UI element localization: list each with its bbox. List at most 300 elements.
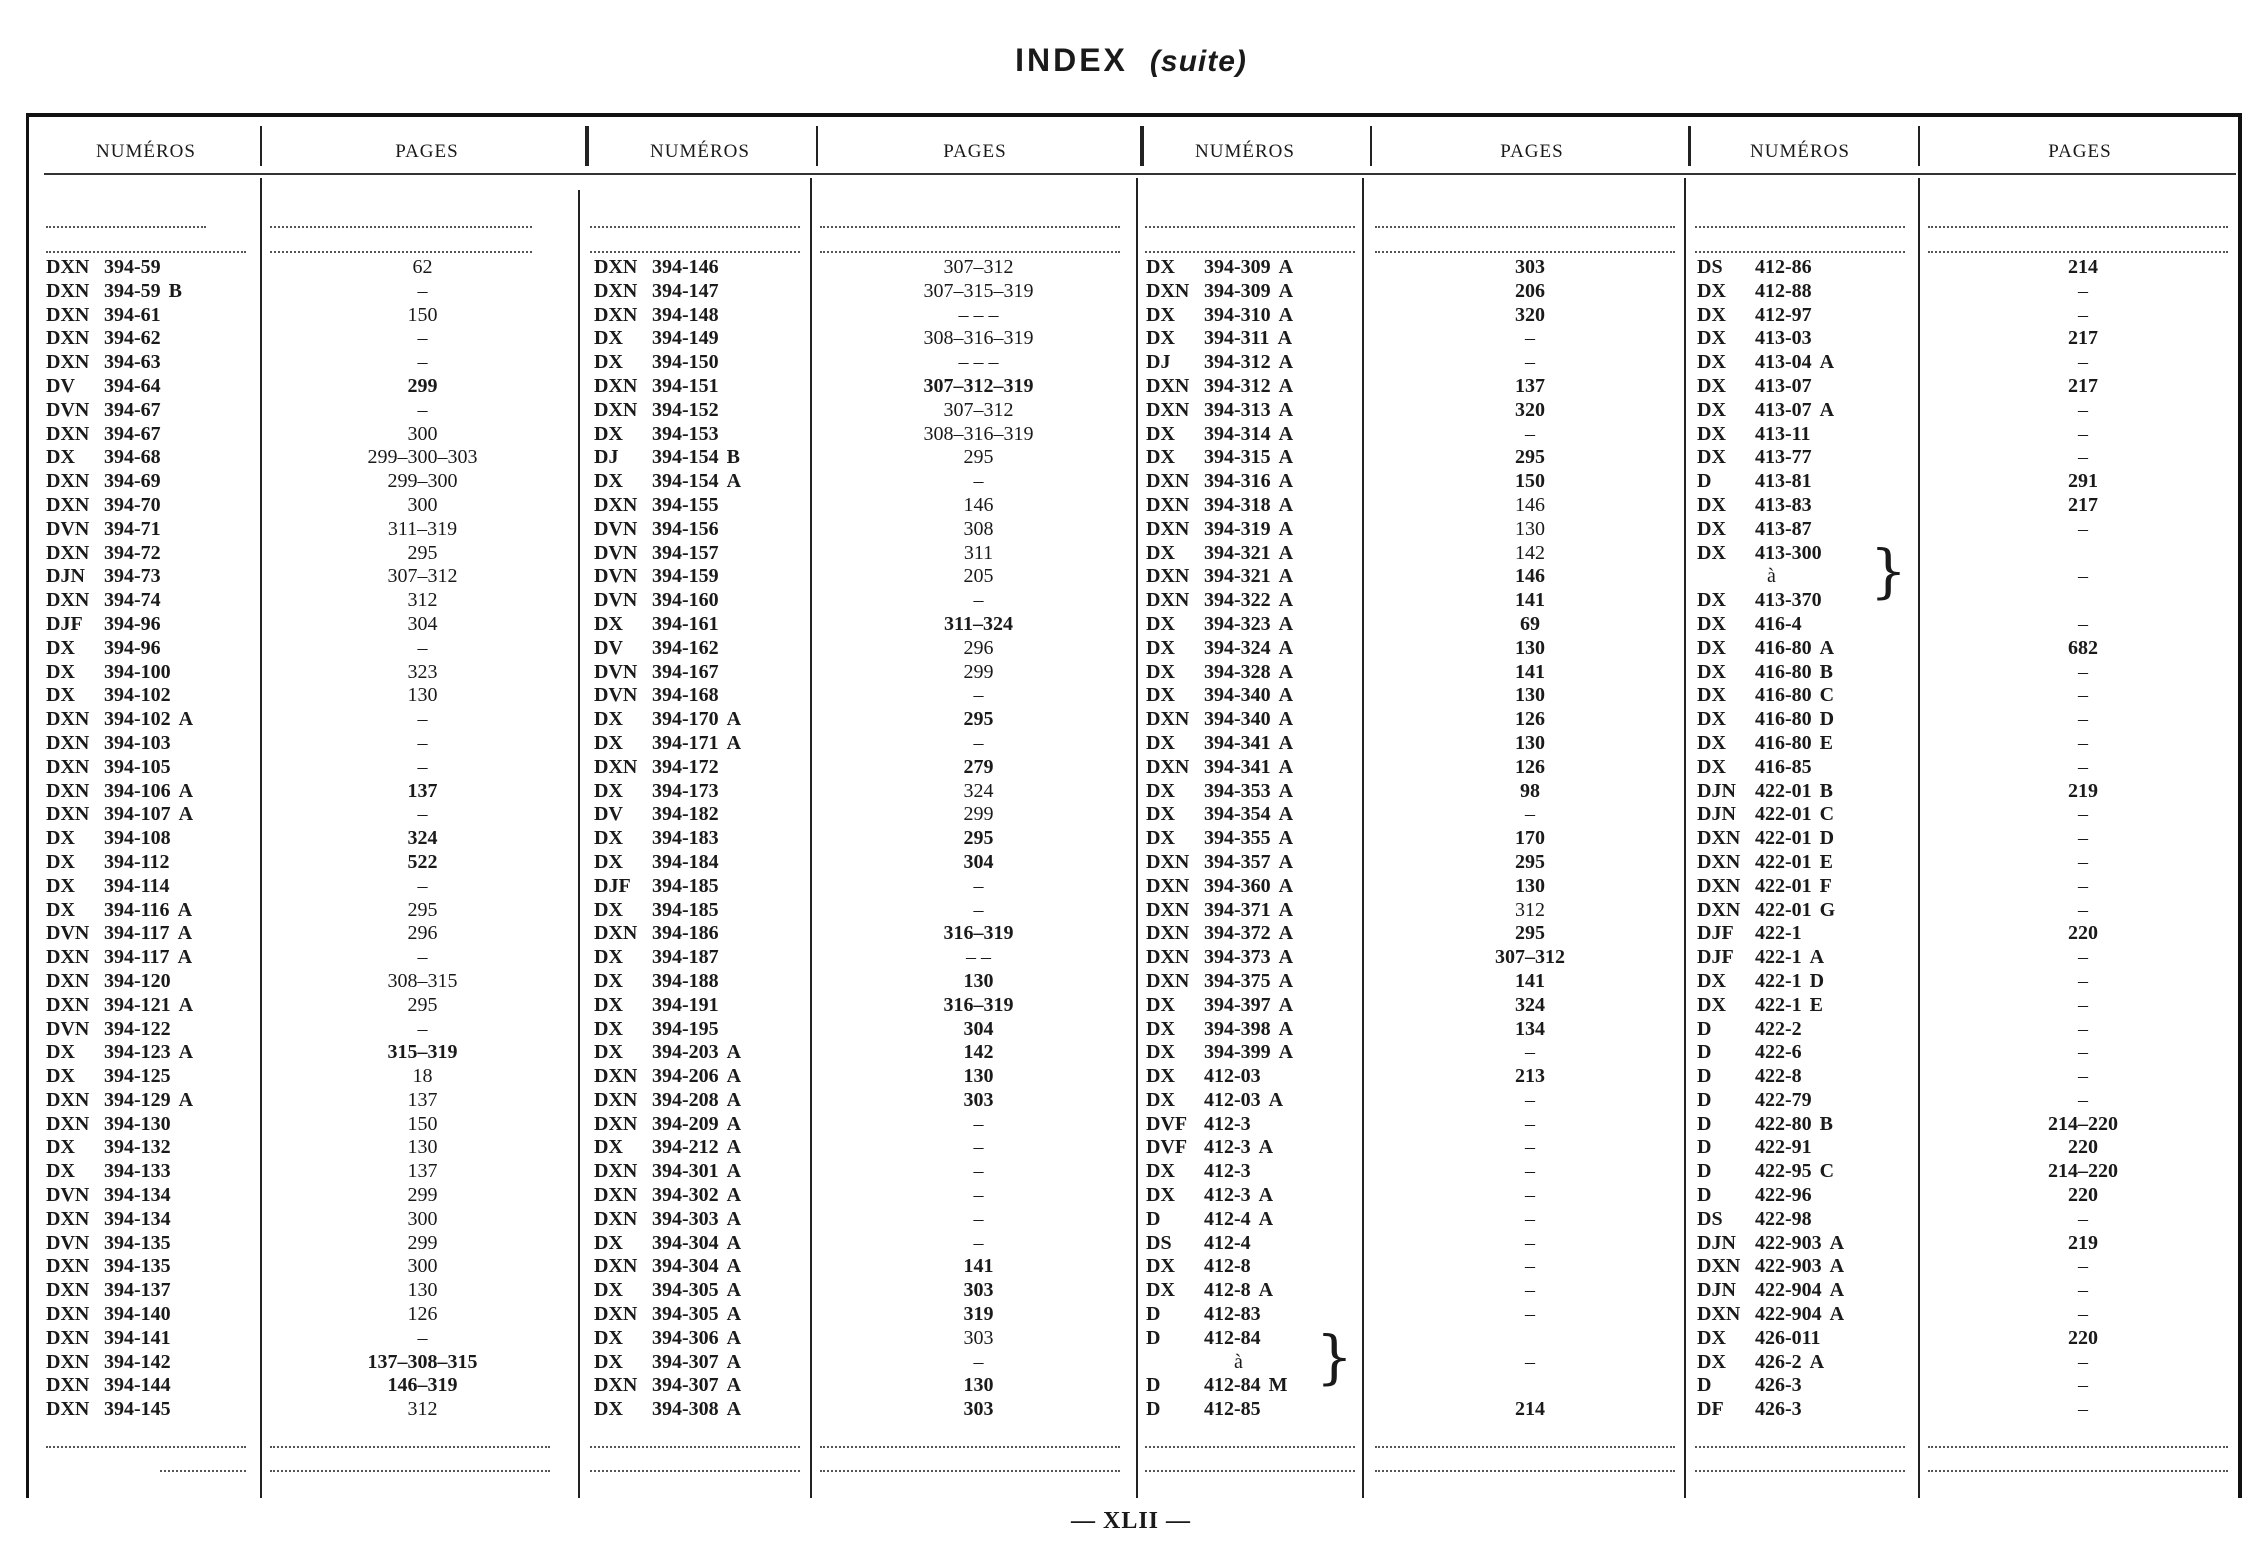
numero-value: 426-3 xyxy=(1755,1398,1802,1421)
numero-prefix: DVF xyxy=(1146,1136,1188,1159)
numero-prefix: DXN xyxy=(1146,398,1190,421)
numero-cell xyxy=(1146,827,1370,851)
numero-prefix: DXN xyxy=(46,470,90,493)
pages-cell: 130 xyxy=(963,969,994,992)
dotted-rule xyxy=(1145,226,1355,228)
numero-prefix: DX xyxy=(46,1136,75,1159)
index-row xyxy=(594,565,1141,589)
index-row xyxy=(1146,637,1690,661)
numero-suffix: A xyxy=(1278,779,1294,802)
numero-prefix: DXN xyxy=(46,1374,90,1397)
numero-suffix: B xyxy=(1819,660,1834,683)
pages-cell: 130 xyxy=(407,1136,438,1159)
pages-cell: 130 xyxy=(1515,731,1545,754)
numero-value: 394-62 xyxy=(104,327,161,350)
numero-value: 394-121 xyxy=(104,993,171,1016)
pages-cell: 307–312 xyxy=(387,565,458,588)
numero-cell xyxy=(1697,827,1923,851)
numero-cell xyxy=(46,1279,260,1303)
index-row xyxy=(1146,732,1690,756)
index-row xyxy=(1146,946,1690,970)
numero-cell xyxy=(594,1065,816,1089)
index-row xyxy=(594,1279,1141,1303)
numero-prefix: D xyxy=(1697,1088,1712,1111)
numero-suffix: C xyxy=(1819,684,1835,707)
index-row xyxy=(594,661,1141,685)
pages-cell: – xyxy=(2078,303,2088,326)
index-row xyxy=(594,1208,1141,1232)
numero-cell xyxy=(1146,1232,1370,1256)
index-row xyxy=(594,613,1141,637)
numero-cell xyxy=(594,1398,816,1422)
numero-value: 394-129 xyxy=(104,1088,171,1111)
pages-cell: – xyxy=(1525,327,1535,350)
numero-prefix: DXN xyxy=(46,1088,90,1111)
dotted-rule xyxy=(1928,1446,2228,1448)
pages-cell: 300 xyxy=(407,422,438,445)
pages-cell: 315–319 xyxy=(387,1041,458,1064)
pages-cell: 142 xyxy=(963,1041,994,1064)
pages-cell xyxy=(1923,589,2243,613)
numero-prefix: DX xyxy=(46,636,75,659)
numero-value: 394-150 xyxy=(652,351,719,374)
index-row xyxy=(46,280,585,304)
numero-prefix: DXN xyxy=(594,1088,638,1111)
index-row xyxy=(46,946,585,970)
numero-cell xyxy=(1146,494,1370,518)
numero-value: à xyxy=(1767,565,1776,588)
range-brace: } xyxy=(1316,1323,1353,1391)
index-row xyxy=(46,708,585,732)
pages-cell: 316–319 xyxy=(943,922,1014,945)
index-row xyxy=(46,1065,585,1089)
index-row xyxy=(46,899,585,923)
pages-cell xyxy=(1370,1327,1690,1351)
numero-value: 394-173 xyxy=(652,779,719,802)
pages-cell: – xyxy=(417,874,428,897)
numero-cell xyxy=(594,1113,816,1137)
pages-cell: 146 xyxy=(1515,493,1545,516)
numero-suffix: A xyxy=(1829,1231,1845,1254)
index-row xyxy=(594,1184,1141,1208)
pages-cell: 217 xyxy=(2068,374,2098,397)
header-separator xyxy=(1688,126,1691,166)
numero-value: 422-1 xyxy=(1755,946,1802,969)
index-row xyxy=(1146,1255,1690,1279)
numero-value: 394-117 xyxy=(104,946,170,969)
numero-prefix: DX xyxy=(594,946,623,969)
numero-cell xyxy=(46,1065,260,1089)
pages-cell: – xyxy=(2078,351,2088,374)
index-row xyxy=(1146,399,1690,423)
pages-cell: – xyxy=(1525,1207,1535,1230)
numero-cell xyxy=(46,518,260,542)
dotted-rule xyxy=(820,251,1120,253)
numero-cell xyxy=(46,1184,260,1208)
numero-value: 394-157 xyxy=(652,541,719,564)
pages-cell: 299 xyxy=(963,803,994,826)
index-row xyxy=(1146,708,1690,732)
numero-suffix: A xyxy=(726,1136,742,1159)
numero-value: 394-141 xyxy=(104,1326,171,1349)
numero-value: 394-160 xyxy=(652,589,719,612)
numero-value: 394-116 xyxy=(104,898,170,921)
numero-value: 394-71 xyxy=(104,517,161,540)
pages-cell: – xyxy=(2078,969,2088,992)
numero-prefix: DX xyxy=(594,1017,623,1040)
numero-suffix: A xyxy=(1278,827,1294,850)
numero-value: 394-195 xyxy=(652,1017,719,1040)
numero-cell xyxy=(1146,589,1370,613)
index-row xyxy=(46,922,585,946)
numero-prefix: DVN xyxy=(46,517,90,540)
numero-suffix: A xyxy=(726,1112,742,1135)
numero-prefix: DX xyxy=(1697,422,1726,445)
numero-value: 394-340 xyxy=(1204,684,1271,707)
numero-value: 422-2 xyxy=(1755,1017,1802,1040)
pages-cell: 219 xyxy=(2068,779,2098,802)
index-row xyxy=(1146,1160,1690,1184)
numero-value: 412-86 xyxy=(1755,256,1812,278)
index-row xyxy=(46,1136,585,1160)
pages-cell: 307–312 xyxy=(943,256,1014,278)
index-row xyxy=(1146,1208,1690,1232)
pages-cell: 130 xyxy=(407,1279,438,1302)
numero-cell xyxy=(46,565,260,589)
numero-cell xyxy=(1697,256,1923,280)
header-numeros-3: NUMÉROS xyxy=(1195,141,1295,162)
numero-value: 394-340 xyxy=(1204,708,1271,731)
numero-cell xyxy=(1146,1065,1370,1089)
numero-value: 394-133 xyxy=(104,1160,171,1183)
numero-value: 394-304 xyxy=(652,1231,719,1254)
index-row xyxy=(1697,1255,2243,1279)
dotted-rule xyxy=(1928,1470,2228,1472)
numero-suffix: A xyxy=(177,922,193,945)
header-numeros-4: NUMÉROS xyxy=(1750,141,1850,162)
numero-value: 394-162 xyxy=(652,636,719,659)
index-row xyxy=(1697,637,2243,661)
pages-cell: 137 xyxy=(407,1160,438,1183)
numero-prefix: DX xyxy=(1146,827,1175,850)
numero-prefix: DXN xyxy=(46,1350,90,1373)
numero-value: 394-161 xyxy=(652,612,719,635)
numero-cell xyxy=(46,1303,260,1327)
index-row xyxy=(46,756,585,780)
pages-cell: – xyxy=(973,1184,984,1207)
numero-cell xyxy=(1146,922,1370,946)
pages-cell: 312 xyxy=(407,589,438,612)
numero-suffix: G xyxy=(1819,898,1836,921)
numero-cell xyxy=(1697,851,1923,875)
numero-cell xyxy=(1697,1374,1923,1398)
index-row xyxy=(1697,922,2243,946)
pages-cell: 130 xyxy=(1515,684,1545,707)
index-row xyxy=(594,1351,1141,1375)
numero-suffix: A xyxy=(1278,256,1294,278)
index-row xyxy=(46,565,585,589)
numero-value: 412-8 xyxy=(1204,1279,1251,1302)
numero-value: 422-01 xyxy=(1755,850,1812,873)
pages-cell: 214–220 xyxy=(2048,1112,2118,1135)
index-row xyxy=(1697,1160,2243,1184)
numero-suffix: A xyxy=(1278,446,1294,469)
numero-prefix: D xyxy=(1697,1184,1712,1207)
numero-prefix: DX xyxy=(594,612,623,635)
numero-suffix: A xyxy=(726,1207,742,1230)
numero-cell xyxy=(594,423,816,447)
numero-prefix: DJF xyxy=(594,874,631,897)
pages-cell: 522 xyxy=(407,850,438,873)
numero-prefix: DXN xyxy=(594,922,638,945)
numero-suffix: A xyxy=(726,1160,742,1183)
pages-cell: 311–319 xyxy=(387,517,458,540)
pages-cell: – xyxy=(973,589,984,612)
numero-cell xyxy=(1146,994,1370,1018)
index-row xyxy=(594,1327,1141,1351)
index-row xyxy=(46,1303,585,1327)
numero-prefix: DXN xyxy=(46,993,90,1016)
numero-suffix: A xyxy=(1277,327,1293,350)
pages-cell: – xyxy=(2078,398,2088,421)
numero-prefix: DX xyxy=(1697,541,1726,564)
index-row xyxy=(594,1160,1141,1184)
pages-cell xyxy=(1923,542,2243,566)
numero-suffix: A xyxy=(1819,398,1835,421)
numero-cell xyxy=(46,423,260,447)
numero-cell xyxy=(1146,565,1370,589)
index-row xyxy=(1697,946,2243,970)
numero-cell xyxy=(1146,1160,1370,1184)
pages-cell: – xyxy=(1525,1160,1535,1183)
numero-value: 394-186 xyxy=(652,922,719,945)
pages-cell: – – xyxy=(966,946,991,969)
pages-cell: – xyxy=(417,946,428,969)
numero-cell xyxy=(46,256,260,280)
numero-value: 394-191 xyxy=(652,993,719,1016)
pages-cell: – xyxy=(2078,1088,2088,1111)
numero-suffix: A xyxy=(1278,684,1294,707)
pages-cell: – xyxy=(1525,1136,1535,1159)
numero-prefix: DX xyxy=(1697,731,1726,754)
pages-cell: 307–312 xyxy=(943,398,1014,421)
numero-value: 394-134 xyxy=(104,1207,171,1230)
numero-value: 394-149 xyxy=(652,327,719,350)
index-row xyxy=(594,851,1141,875)
pages-cell: 299 xyxy=(407,374,438,397)
numero-cell xyxy=(1146,470,1370,494)
numero-value: 413-07 xyxy=(1755,398,1812,421)
index-row xyxy=(1697,684,2243,708)
title-main: INDEX xyxy=(1015,42,1128,78)
numero-cell xyxy=(1697,875,1923,899)
numero-suffix: A xyxy=(1258,1279,1274,1302)
index-row xyxy=(46,1184,585,1208)
pages-cell: 323 xyxy=(407,660,438,683)
numero-cell xyxy=(594,851,816,875)
numero-value: 422-1 xyxy=(1755,969,1802,992)
index-row xyxy=(594,470,1141,494)
pages-cell: 312 xyxy=(1515,898,1545,921)
pages-cell: 220 xyxy=(2068,1136,2098,1159)
pages-cell: 126 xyxy=(1515,755,1545,778)
index-row xyxy=(1146,1136,1690,1160)
pages-cell: 205 xyxy=(963,565,994,588)
numero-prefix: DXN xyxy=(1146,755,1190,778)
pages-cell: 299 xyxy=(963,660,994,683)
numero-cell xyxy=(594,470,816,494)
index-row xyxy=(46,637,585,661)
index-row xyxy=(1146,922,1690,946)
numero-prefix: DF xyxy=(1697,1398,1724,1421)
numero-suffix: A xyxy=(726,731,742,754)
numero-value: 394-147 xyxy=(652,279,719,302)
page-number: — XLII — xyxy=(1070,1508,1192,1534)
numero-suffix: A xyxy=(726,1255,742,1278)
pages-cell: 146 xyxy=(1515,565,1545,588)
index-row xyxy=(594,446,1141,470)
numero-prefix: DXN xyxy=(46,541,90,564)
numero-prefix: DX xyxy=(46,827,75,850)
numero-suffix: A xyxy=(726,1041,742,1064)
numero-value: 412-88 xyxy=(1755,279,1812,302)
numero-cell xyxy=(594,827,816,851)
pages-cell: 295 xyxy=(963,708,994,731)
numero-cell xyxy=(1697,1303,1923,1327)
numero-suffix: A xyxy=(1278,1041,1294,1064)
numero-value: 394-64 xyxy=(104,374,161,397)
numero-suffix: A xyxy=(1278,517,1294,540)
index-row xyxy=(1146,1279,1690,1303)
index-row xyxy=(594,756,1141,780)
numero-prefix: DXN xyxy=(594,1207,638,1230)
numero-prefix: DX xyxy=(1697,279,1726,302)
index-row xyxy=(1697,899,2243,923)
numero-prefix: DX xyxy=(594,470,623,493)
dotted-rule xyxy=(590,1470,800,1472)
numero-suffix: A xyxy=(1278,803,1294,826)
numero-prefix: DV xyxy=(594,636,623,659)
numero-prefix: DX xyxy=(1697,303,1726,326)
numero-cell xyxy=(46,1041,260,1065)
numero-cell xyxy=(46,613,260,637)
numero-value: 394-203 xyxy=(652,1041,719,1064)
pages-cell: – xyxy=(1525,1112,1535,1135)
numero-suffix: B xyxy=(1819,1112,1834,1135)
numero-prefix: DXN xyxy=(1697,874,1741,897)
index-row xyxy=(594,1041,1141,1065)
numero-cell xyxy=(1697,423,1923,447)
numero-prefix: D xyxy=(1697,1065,1712,1088)
numero-suffix: A xyxy=(1278,922,1294,945)
numero-cell xyxy=(594,732,816,756)
numero-cell xyxy=(46,637,260,661)
numero-cell xyxy=(1146,1398,1370,1422)
numero-cell xyxy=(1146,851,1370,875)
numero-prefix: DX xyxy=(1146,1279,1175,1302)
pages-cell: 311–324 xyxy=(944,612,1013,635)
numero-prefix: DXN xyxy=(594,1184,638,1207)
numero-prefix: DX xyxy=(594,1350,623,1373)
pages-cell: – xyxy=(2078,850,2088,873)
numero-cell xyxy=(594,1018,816,1042)
numero-cell xyxy=(594,327,816,351)
pages-cell: 316–319 xyxy=(943,993,1014,1016)
index-row xyxy=(46,851,585,875)
numero-prefix: DX xyxy=(594,850,623,873)
numero-prefix: DX xyxy=(1146,803,1175,826)
numero-suffix: D xyxy=(1819,827,1835,850)
numero-suffix: A xyxy=(1268,1088,1284,1111)
index-row xyxy=(1146,780,1690,804)
pages-cell: 214 xyxy=(2068,256,2098,278)
dotted-rule xyxy=(820,226,1120,228)
numero-cell xyxy=(1697,1089,1923,1113)
index-row xyxy=(594,994,1141,1018)
numero-cell xyxy=(46,494,260,518)
numero-cell xyxy=(1697,1351,1923,1375)
numero-prefix: DX xyxy=(46,684,75,707)
numero-cell xyxy=(46,327,260,351)
pages-cell: 300 xyxy=(407,493,438,516)
index-group-1 xyxy=(46,256,585,1422)
pages-cell: 214 xyxy=(1515,1398,1545,1421)
numero-suffix: A xyxy=(726,1231,742,1254)
numero-value: 394-307 xyxy=(652,1374,719,1397)
numero-value: 394-184 xyxy=(652,850,719,873)
numero-value: 394-212 xyxy=(652,1136,719,1159)
numero-value: 394-68 xyxy=(104,446,161,469)
numero-value: 394-398 xyxy=(1204,1017,1271,1040)
index-row xyxy=(1146,1089,1690,1113)
dotted-rule xyxy=(160,1470,246,1472)
dotted-rule xyxy=(46,226,206,228)
numero-prefix: DVN xyxy=(594,517,638,540)
numero-cell xyxy=(1146,1041,1370,1065)
dotted-rule xyxy=(1375,1446,1675,1448)
index-row xyxy=(1697,399,2243,423)
pages-cell: – xyxy=(2078,1398,2088,1421)
numero-cell xyxy=(46,446,260,470)
pages-cell: – xyxy=(2078,684,2088,707)
numero-cell xyxy=(46,470,260,494)
numero-cell xyxy=(594,1184,816,1208)
pages-cell: – xyxy=(2078,803,2088,826)
numero-prefix: DXN xyxy=(594,1255,638,1278)
numero-prefix: DJF xyxy=(1697,922,1734,945)
numero-suffix: D xyxy=(1819,708,1835,731)
pages-cell: 217 xyxy=(2068,493,2098,516)
numero-cell xyxy=(46,399,260,423)
index-row xyxy=(1146,613,1690,637)
numero-value: 422-96 xyxy=(1755,1184,1812,1207)
numero-value: 426-011 xyxy=(1755,1326,1821,1349)
pages-cell: 303 xyxy=(1515,256,1545,278)
numero-prefix: DXN xyxy=(46,708,90,731)
header-numeros-2: NUMÉROS xyxy=(650,141,750,162)
numero-prefix: DXN xyxy=(594,279,638,302)
pages-cell: 146–319 xyxy=(387,1374,458,1397)
index-row xyxy=(46,1160,585,1184)
numero-value: 394-375 xyxy=(1204,969,1271,992)
numero-cell xyxy=(1146,351,1370,375)
index-row xyxy=(46,304,585,328)
pages-cell: 303 xyxy=(963,1279,994,1302)
numero-value: 394-314 xyxy=(1204,422,1271,445)
numero-value: 394-187 xyxy=(652,946,719,969)
pages-cell: – xyxy=(417,708,428,731)
index-row xyxy=(1697,994,2243,1018)
